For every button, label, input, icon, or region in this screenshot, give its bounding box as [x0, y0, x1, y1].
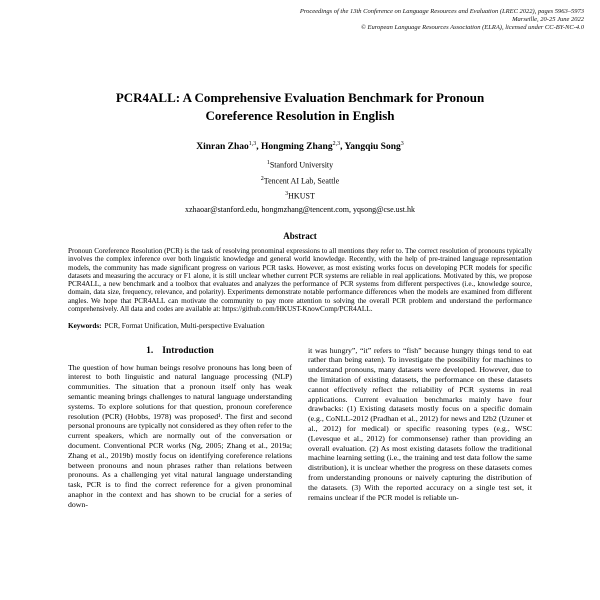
- affiliation-3: $^3$HKUST: [285, 191, 315, 201]
- github-link[interactable]: https://github.com/HKUST-KnowComp/PCR4ALL.: [222, 305, 373, 314]
- paper-title: PCR4ALL: A Comprehensive Evaluation Benchmark for Pronoun Coreference Resolution in English: [115, 89, 485, 123]
- two-column-body: [0, 346, 600, 510]
- author-3: Yangqiu Song$^3$: [344, 140, 404, 153]
- author-1-affil-marker: 1,3: [248, 140, 257, 147]
- proceedings-copyright-line: © European Language Resources Association (ELRA), licensed under CC-BY-NC-4.0: [360, 24, 584, 32]
- section-title: Introduction: [162, 345, 214, 356]
- left-column: [68, 346, 292, 510]
- affiliation-2: $^2$Tencent AI Lab, Seattle: [260, 175, 340, 186]
- intro-paragraph-left: The question of how human beings resolve pronouns has long been of interest to both linguistic and natural language processing (NLP) communities. The situation that a pronoun itself only has weak semantic meaning brings challenges to natural language understanding systems. To explore solutions for that question, pronoun coreference resolution (PCR) (Hobbs, 1978) was proposed¹. The first and second personal pronouns are typically not considered as they often refer to the current speakers, which are normally out of the conversation or document. Conventional PCR works (Ng, 2005; Zhang et al., 2019a; Zhang et al., 2019b) mostly focus on identifying coreference relations between pronouns and noun phrases rather than relations between pronouns. As a challenging yet vital natural language understanding task, PCR is to find the correct reference for a given pronominal anaphor in the context and has shown to be crucial for a series of down-: [68, 362, 292, 509]
- front-matter: [0, 89, 600, 331]
- author-1: Xinran Zhao$^{1,3}$,: [196, 140, 262, 153]
- proceedings-header: [0, 0, 600, 33]
- author-2: Hongming Zhang$^{2,3}$,: [261, 140, 345, 153]
- proceedings-line: Proceedings of the 13th Conference on Language Resources and Evaluation (LREC 2022), pages 5963–5973: [299, 8, 584, 15]
- proceedings-location-line: Marseille, 20-25 June 2022: [512, 16, 584, 24]
- emails-line: xzhaoar@stanford.edu, hongmzhang@tencent.com, yqsong@cse.ust.hk: [184, 204, 416, 214]
- affiliations-block: [68, 157, 532, 216]
- author-2-affil-marker: 2,3: [332, 140, 341, 147]
- intro-paragraph-right: it was hungry”, “it” refers to “fish” because hungry things tend to eat rather than being eaten). To investigate the possibility for machines to understand pronouns, many datasets were developed. However, due to the limitation of existing datasets, the performance on these datasets cannot effectively reflect the reliability of PCR systems in real applications. Current evaluation benchmarks mainly have four drawbacks: (1) Existing datasets mostly focus on a specific domain (e.g., CoNLL-2012 (Pradhan et al., 2012) for news and I2b2 (Uzuner et al., 2012) for medical) or specific reasoning types (e.g., WSC (Levesque et al., 2012) for commonsense) rather than providing an overall evaluation. (2) As most existing datasets follow the traditional machine learning setting (i.e., the training and test data follow the same distribution), it is unclear whether the progress on these datasets comes from understanding pronouns or naively capturing the distribution of the datasets. (3) With the reported accuracy on a single test set, it remains unclear if the PCR model is reliable un-: [308, 345, 532, 502]
- author-3-affil-marker: 3: [400, 140, 404, 147]
- right-column: [308, 346, 532, 510]
- section-number: 1.: [146, 345, 154, 356]
- authors-line: [68, 141, 532, 152]
- keywords-line: [68, 322, 532, 330]
- abstract-body-text: Pronoun Coreference Resolution (PCR) is the task of resolving pronominal expressions to all mentions they refer to. The correct resolution of pronouns typically involves the complex inference over both linguistic knowledge and general world knowledge. Recently, with the help of pre-trained language representation models, the community has made significant progress on various PCR tasks. However, as most existing works focus on developing PCR models for specific datasets and measuring the accuracy or F1 alone, it is still unclear whether current PCR systems are reliable in real applications. Motivated by this, we propose PCR4ALL, a new benchmark and a toolbox that evaluates and analyzes the performance of PCR systems from different perspectives (i.e., knowledge source, domain, data size, frequency, relevance, and polarity). Experiments demonstrate notable performance differences when the models are examined from different angles. We hope that PCR4ALL can motivate the community to pay more attention to solving the overall PCR problem and understand the performance comprehensively. All data and codes are available at:: [68, 247, 532, 314]
- affiliation-1: $^1$Stanford University: [266, 160, 334, 170]
- section-heading-introduction: [68, 346, 292, 356]
- keywords-text: PCR, Format Unification, Multi-perspective Evaluation: [104, 322, 265, 331]
- abstract-text: [68, 247, 532, 313]
- keywords-label: Keywords:: [68, 322, 102, 331]
- abstract-heading: Abstract: [283, 231, 317, 241]
